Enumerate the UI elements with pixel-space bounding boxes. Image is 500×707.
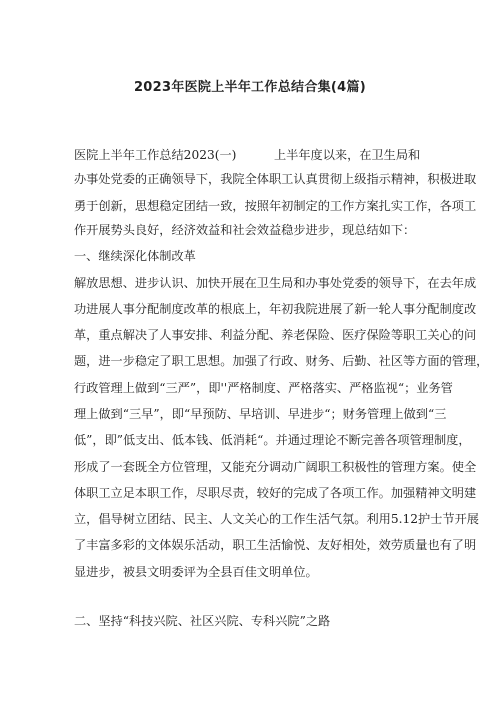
paragraph-line: 功进展人事分配制度改革的根底上，年初我院进展了新一轮人事分配制度改	[74, 302, 477, 316]
intro-label: 医院上半年工作总结2023(一)	[74, 148, 237, 162]
section-heading: 一、继续深化体制改革	[74, 249, 196, 263]
paragraph-line: 作开展势头良好，经济效益和社会效益稳步进步，现总结如下：	[74, 223, 416, 237]
paragraph-line: 理上做到“三早”，即“早预防、早培训、早进步“；财务管理上做到“三	[74, 407, 447, 421]
paragraph-line: 革，重点解决了人事安排、利益分配、养老保险、医疗保险等职工关心的问	[74, 328, 477, 342]
paragraph-line: 显进步，被县文明委评为全县百佳文明单位。	[74, 565, 318, 579]
intro-text: 上半年度以来，在卫生局和	[274, 148, 421, 162]
paragraph-line: 解放思想、进步认识、加快开展在卫生局和办事处党委的领导下，在去年成	[74, 276, 477, 290]
paragraph-line: 行政管理上做到“三严”，即''严格制度、严格落实、严格监视“；业务管	[74, 381, 453, 395]
paragraph-line: 低”，即”低支出、低本钱、低消耗“。并通过理论不断完善各项管理制度，	[74, 433, 471, 447]
paragraph-line: 立，倡导树立团结、民主、人文关心的工作生活气氛。利用5.12护士节开展	[74, 512, 479, 526]
paragraph-line: 题，进一步稳定了职工思想。加强了行政、财务、后勤、社区等方面的管理，	[74, 354, 489, 368]
paragraph-line: 体职工立足本职工作，尽职尽责，较好的完成了各项工作。加强精神文明建	[74, 486, 477, 500]
section-heading: 二、坚持“科技兴院、社区兴院、专科兴院”之路	[74, 614, 331, 628]
document-title: 2023年医院上半年工作总结合集(4篇)	[133, 80, 367, 95]
paragraph-line: 形成了一套既全方位管理，又能充分调动广阔职工积极性的管理方案。使全	[74, 460, 477, 474]
paragraph-line: 了丰富多彩的文体娱乐活动，职工生活愉悦、友好相处，效劳质量也有了明	[74, 538, 477, 552]
paragraph-line: 勇于创新，思想稳定团结一致，按照年初制定的工作方案扎实工作，各项工	[74, 199, 477, 213]
paragraph-line: 办事处党委的正确领导下，我院全体职工认真贯彻上级指示精神，积极进取	[74, 172, 477, 186]
